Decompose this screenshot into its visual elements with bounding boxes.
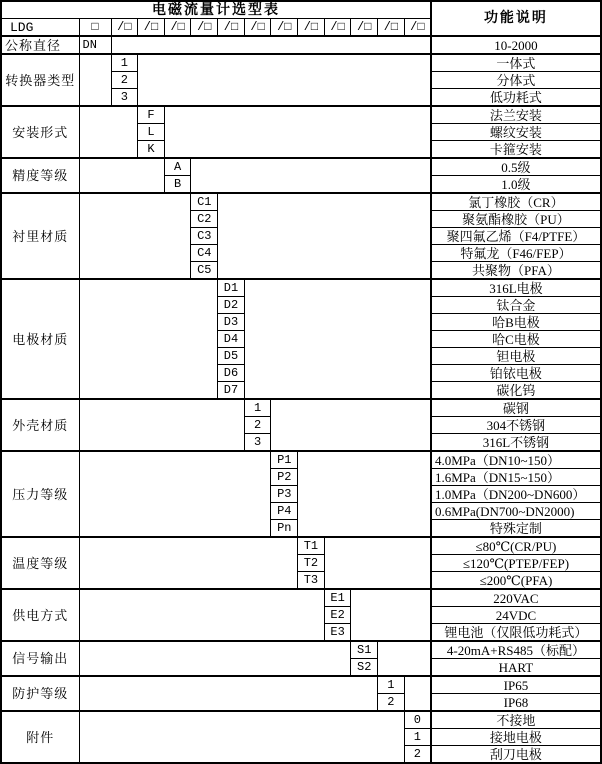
code-cell: Pn (271, 520, 298, 538)
code-cell: 2 (378, 694, 405, 712)
spacer-cell (79, 54, 111, 106)
code-cell: 0 (404, 711, 431, 729)
code-cell: T3 (298, 572, 325, 590)
section-label-accuracy-class: 精度等级 (1, 158, 79, 193)
model-prefix: LDG (1, 19, 79, 37)
table-title: 电磁流量计选型表 (1, 1, 431, 19)
desc-cell: IP68 (431, 694, 601, 712)
code-cell: D2 (218, 297, 245, 314)
section-label-signal-output: 信号输出 (1, 641, 79, 676)
spacer-cell (244, 279, 431, 399)
code-cell: C4 (191, 245, 218, 262)
code-cell: P4 (271, 503, 298, 520)
desc-cell: 氯丁橡胶（CR） (431, 193, 601, 211)
code-cell: A (164, 158, 191, 176)
spacer-cell (79, 451, 271, 537)
desc-cell: 4-20mA+RS485（标配） (431, 641, 601, 659)
desc-cell: 220VAC (431, 589, 601, 607)
desc-cell: 10-2000 (431, 36, 601, 54)
section-label-housing-material: 外壳材质 (1, 399, 79, 451)
spacer-cell (164, 106, 431, 158)
desc-cell: 304不锈钢 (431, 417, 601, 434)
code-cell: F (138, 106, 165, 124)
spacer-cell (79, 641, 351, 676)
code-cell: 2 (244, 417, 271, 434)
model-slot: /□ (218, 19, 245, 37)
code-cell: 1 (244, 399, 271, 417)
spacer-cell (218, 193, 431, 279)
code-cell: 2 (111, 72, 138, 89)
desc-cell: 钛合金 (431, 297, 601, 314)
code-cell: S1 (351, 641, 378, 659)
spacer-cell (191, 158, 431, 193)
spacer-cell (79, 537, 298, 589)
desc-cell: 一体式 (431, 54, 601, 72)
code-cell: E3 (324, 624, 351, 642)
desc-cell: 0.5级 (431, 158, 601, 176)
desc-cell: 聚四氟乙烯（F4/PTFE） (431, 228, 601, 245)
section-label-installation-type: 安装形式 (1, 106, 79, 158)
code-cell: P1 (271, 451, 298, 469)
function-header: 功能说明 (431, 1, 601, 36)
spacer-cell (271, 399, 431, 451)
spacer-cell (138, 54, 431, 106)
code-cell: P2 (271, 469, 298, 486)
desc-cell: ≤200℃(PFA) (431, 572, 601, 590)
code-cell: T1 (298, 537, 325, 555)
desc-cell: 螺纹安装 (431, 124, 601, 141)
code-cell: D3 (218, 314, 245, 331)
code-cell: C5 (191, 262, 218, 280)
model-slot: /□ (378, 19, 405, 37)
desc-cell: 1.6MPa（DN15~150） (431, 469, 601, 486)
desc-cell: 分体式 (431, 72, 601, 89)
desc-cell: 24VDC (431, 607, 601, 624)
section-label-temperature-rating: 温度等级 (1, 537, 79, 589)
code-cell: E2 (324, 607, 351, 624)
model-slot: /□ (191, 19, 218, 37)
model-slot: /□ (271, 19, 298, 37)
desc-cell: 刮刀电极 (431, 746, 601, 764)
code-cell: D6 (218, 365, 245, 382)
code-cell: K (138, 141, 165, 159)
desc-cell: 1.0MPa（DN200~DN600） (431, 486, 601, 503)
code-cell: C2 (191, 211, 218, 228)
code-cell: E1 (324, 589, 351, 607)
section-label-pressure-rating: 压力等级 (1, 451, 79, 537)
desc-cell: 4.0MPa（DN10~150） (431, 451, 601, 469)
spacer-cell (324, 537, 431, 589)
model-slot: /□ (404, 19, 431, 37)
desc-cell: 锂电池（仅限低功耗式） (431, 624, 601, 642)
desc-cell: 铂铱电极 (431, 365, 601, 382)
desc-cell: 特氟龙（F46/FEP） (431, 245, 601, 262)
code-cell: P3 (271, 486, 298, 503)
section-label-nominal-diameter: 公称直径 (1, 36, 79, 54)
code-cell: B (164, 176, 191, 194)
code-cell: T2 (298, 555, 325, 572)
desc-cell: 钽电极 (431, 348, 601, 365)
section-label-converter-type: 转换器类型 (1, 54, 79, 106)
model-slot: /□ (138, 19, 165, 37)
model-slot: /□ (298, 19, 325, 37)
section-label-electrode-material: 电极材质 (1, 279, 79, 399)
desc-cell: 0.6MPa(DN700~DN2000) (431, 503, 601, 520)
spacer-cell (298, 451, 431, 537)
code-cell: 1 (404, 729, 431, 746)
spacer-cell (111, 36, 431, 54)
spacer-cell (79, 399, 244, 451)
model-slot: /□ (244, 19, 271, 37)
desc-cell: 不接地 (431, 711, 601, 729)
code-cell: 2 (404, 746, 431, 764)
desc-cell: 特殊定制 (431, 520, 601, 538)
desc-cell: 低功耗式 (431, 89, 601, 107)
spacer-cell (351, 589, 431, 641)
spacer-cell (404, 676, 431, 711)
desc-cell: 哈C电极 (431, 331, 601, 348)
code-cell: DN (79, 36, 111, 54)
code-cell: D4 (218, 331, 245, 348)
code-cell: D5 (218, 348, 245, 365)
section-label-accessories: 附件 (1, 711, 79, 763)
desc-cell: HART (431, 659, 601, 677)
model-slot: /□ (164, 19, 191, 37)
desc-cell: 316L不锈钢 (431, 434, 601, 452)
desc-cell: 卡箍安装 (431, 141, 601, 159)
model-slot: /□ (111, 19, 138, 37)
model-slot: /□ (351, 19, 378, 37)
desc-cell: 碳化钨 (431, 382, 601, 400)
spacer-cell (79, 158, 164, 193)
section-label-power-supply: 供电方式 (1, 589, 79, 641)
spacer-cell (79, 711, 404, 763)
desc-cell: ≤80℃(CR/PU) (431, 537, 601, 555)
spacer-cell (79, 676, 378, 711)
spacer-cell (378, 641, 431, 676)
code-cell: 3 (244, 434, 271, 452)
section-label-lining-material: 衬里材质 (1, 193, 79, 279)
desc-cell: ≤120℃(PTEP/FEP) (431, 555, 601, 572)
code-cell: D1 (218, 279, 245, 297)
spacer-cell (79, 193, 191, 279)
section-label-protection-rating: 防护等级 (1, 676, 79, 711)
code-cell: 1 (378, 676, 405, 694)
code-cell: D7 (218, 382, 245, 400)
desc-cell: 哈B电极 (431, 314, 601, 331)
model-slot: /□ (324, 19, 351, 37)
code-cell: C1 (191, 193, 218, 211)
desc-cell: 316L电极 (431, 279, 601, 297)
spacer-cell (79, 589, 324, 641)
code-cell: C3 (191, 228, 218, 245)
desc-cell: IP65 (431, 676, 601, 694)
desc-cell: 法兰安装 (431, 106, 601, 124)
desc-cell: 1.0级 (431, 176, 601, 194)
code-cell: L (138, 124, 165, 141)
desc-cell: 接地电极 (431, 729, 601, 746)
spacer-cell (79, 279, 218, 399)
code-cell: 3 (111, 89, 138, 107)
desc-cell: 共聚物（PFA） (431, 262, 601, 280)
spacer-cell (79, 106, 138, 158)
code-cell: S2 (351, 659, 378, 677)
desc-cell: 聚氨酯橡胶（PU） (431, 211, 601, 228)
model-slot-box: □ (79, 19, 111, 37)
code-cell: 1 (111, 54, 138, 72)
desc-cell: 碳钢 (431, 399, 601, 417)
